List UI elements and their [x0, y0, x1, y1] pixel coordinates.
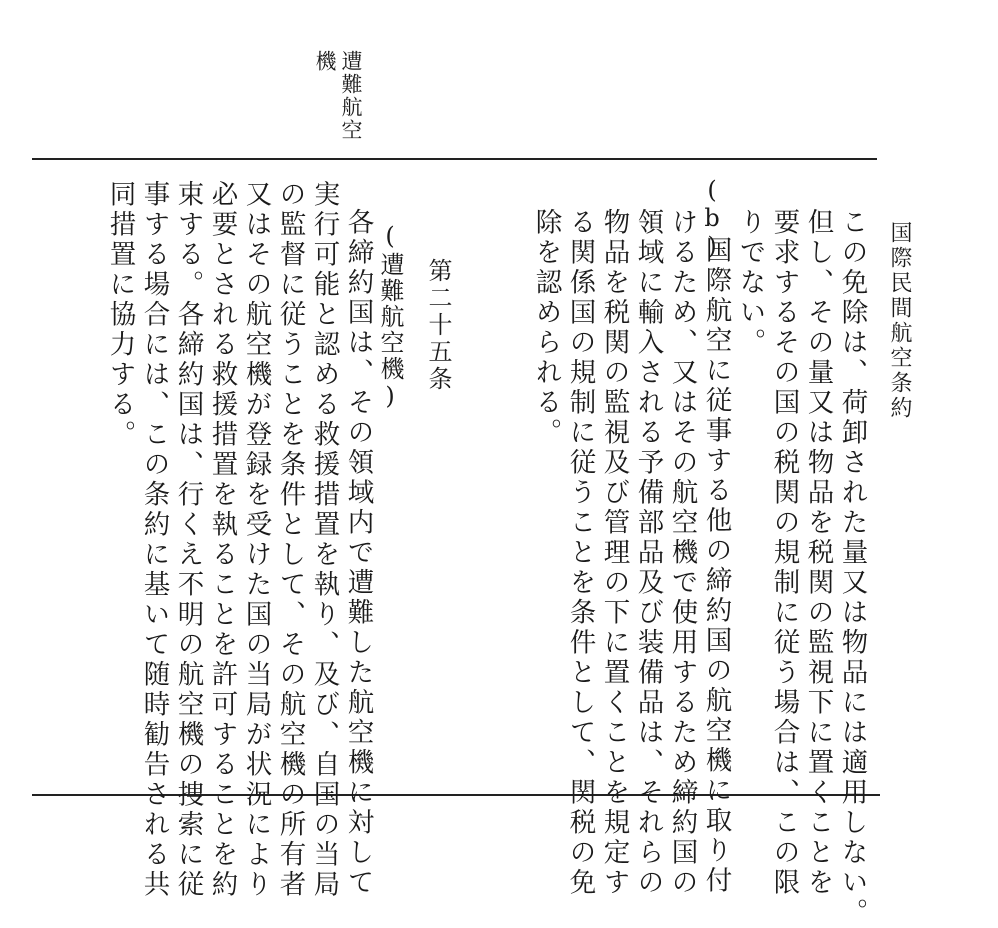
text-column-art7: 事する場合には、この条約に基いて随時勧告される共 — [138, 180, 170, 900]
side-heading-line-1: 遭難航空 — [339, 50, 363, 142]
text-column-a1: この免除は、荷卸された量又は物品には適用しない。 — [836, 208, 868, 928]
text-column-b3: 領域に輸入される予備部品及び装備品は、それらの — [632, 208, 664, 898]
text-column-a4: りでない。 — [734, 208, 766, 358]
text-column-art6: 束する。各締約国は、行くえ不明の航空機の捜索に従 — [172, 180, 204, 900]
text-column-b6: 除を認められる。 — [530, 208, 562, 448]
text-column-art5: 必要とされる救援措置を執ることを許可することを約 — [206, 180, 238, 900]
text-column-a2: 但し、その量又は物品を税関の監視下に置くことを — [802, 208, 834, 898]
text-column-art2: 実行可能と認める救援措置を執り、及び、自国の当局 — [308, 180, 340, 900]
text-column-art8: 同措置に協力する。 — [104, 180, 136, 450]
text-column-art4: 又はその航空機が登録を受けた国の当局が状況により — [240, 180, 272, 900]
running-head: 国際民間航空条約 — [887, 221, 912, 421]
article-title: 第二十五条 — [424, 258, 452, 393]
article-subtitle: (遭難航空機) — [376, 222, 404, 412]
text-column-b5: る関係国の規制に従うことを条件として、関税の免 — [564, 208, 596, 898]
side-heading-line-2: 機 — [313, 50, 337, 73]
text-column-b2: けるため、又はその航空機で使用するため締約国の — [666, 208, 698, 898]
item-label-b: (b) — [698, 176, 726, 260]
text-column-a3: 要求するその国の税関の規制に従う場合は、この限 — [768, 208, 800, 898]
text-column-art1: 各締約国は、その領域内で遭難した航空機に対して — [342, 208, 374, 898]
text-column-b1: 国際航空に従事する他の締約国の航空機に取り付 — [700, 236, 732, 896]
text-column-b4: 物品を税関の監視及び管理の下に置くことを規定す — [598, 208, 630, 898]
top-divider — [32, 158, 877, 160]
text-column-art3: の監督に従うことを条件として、その航空機の所有者 — [274, 180, 306, 900]
